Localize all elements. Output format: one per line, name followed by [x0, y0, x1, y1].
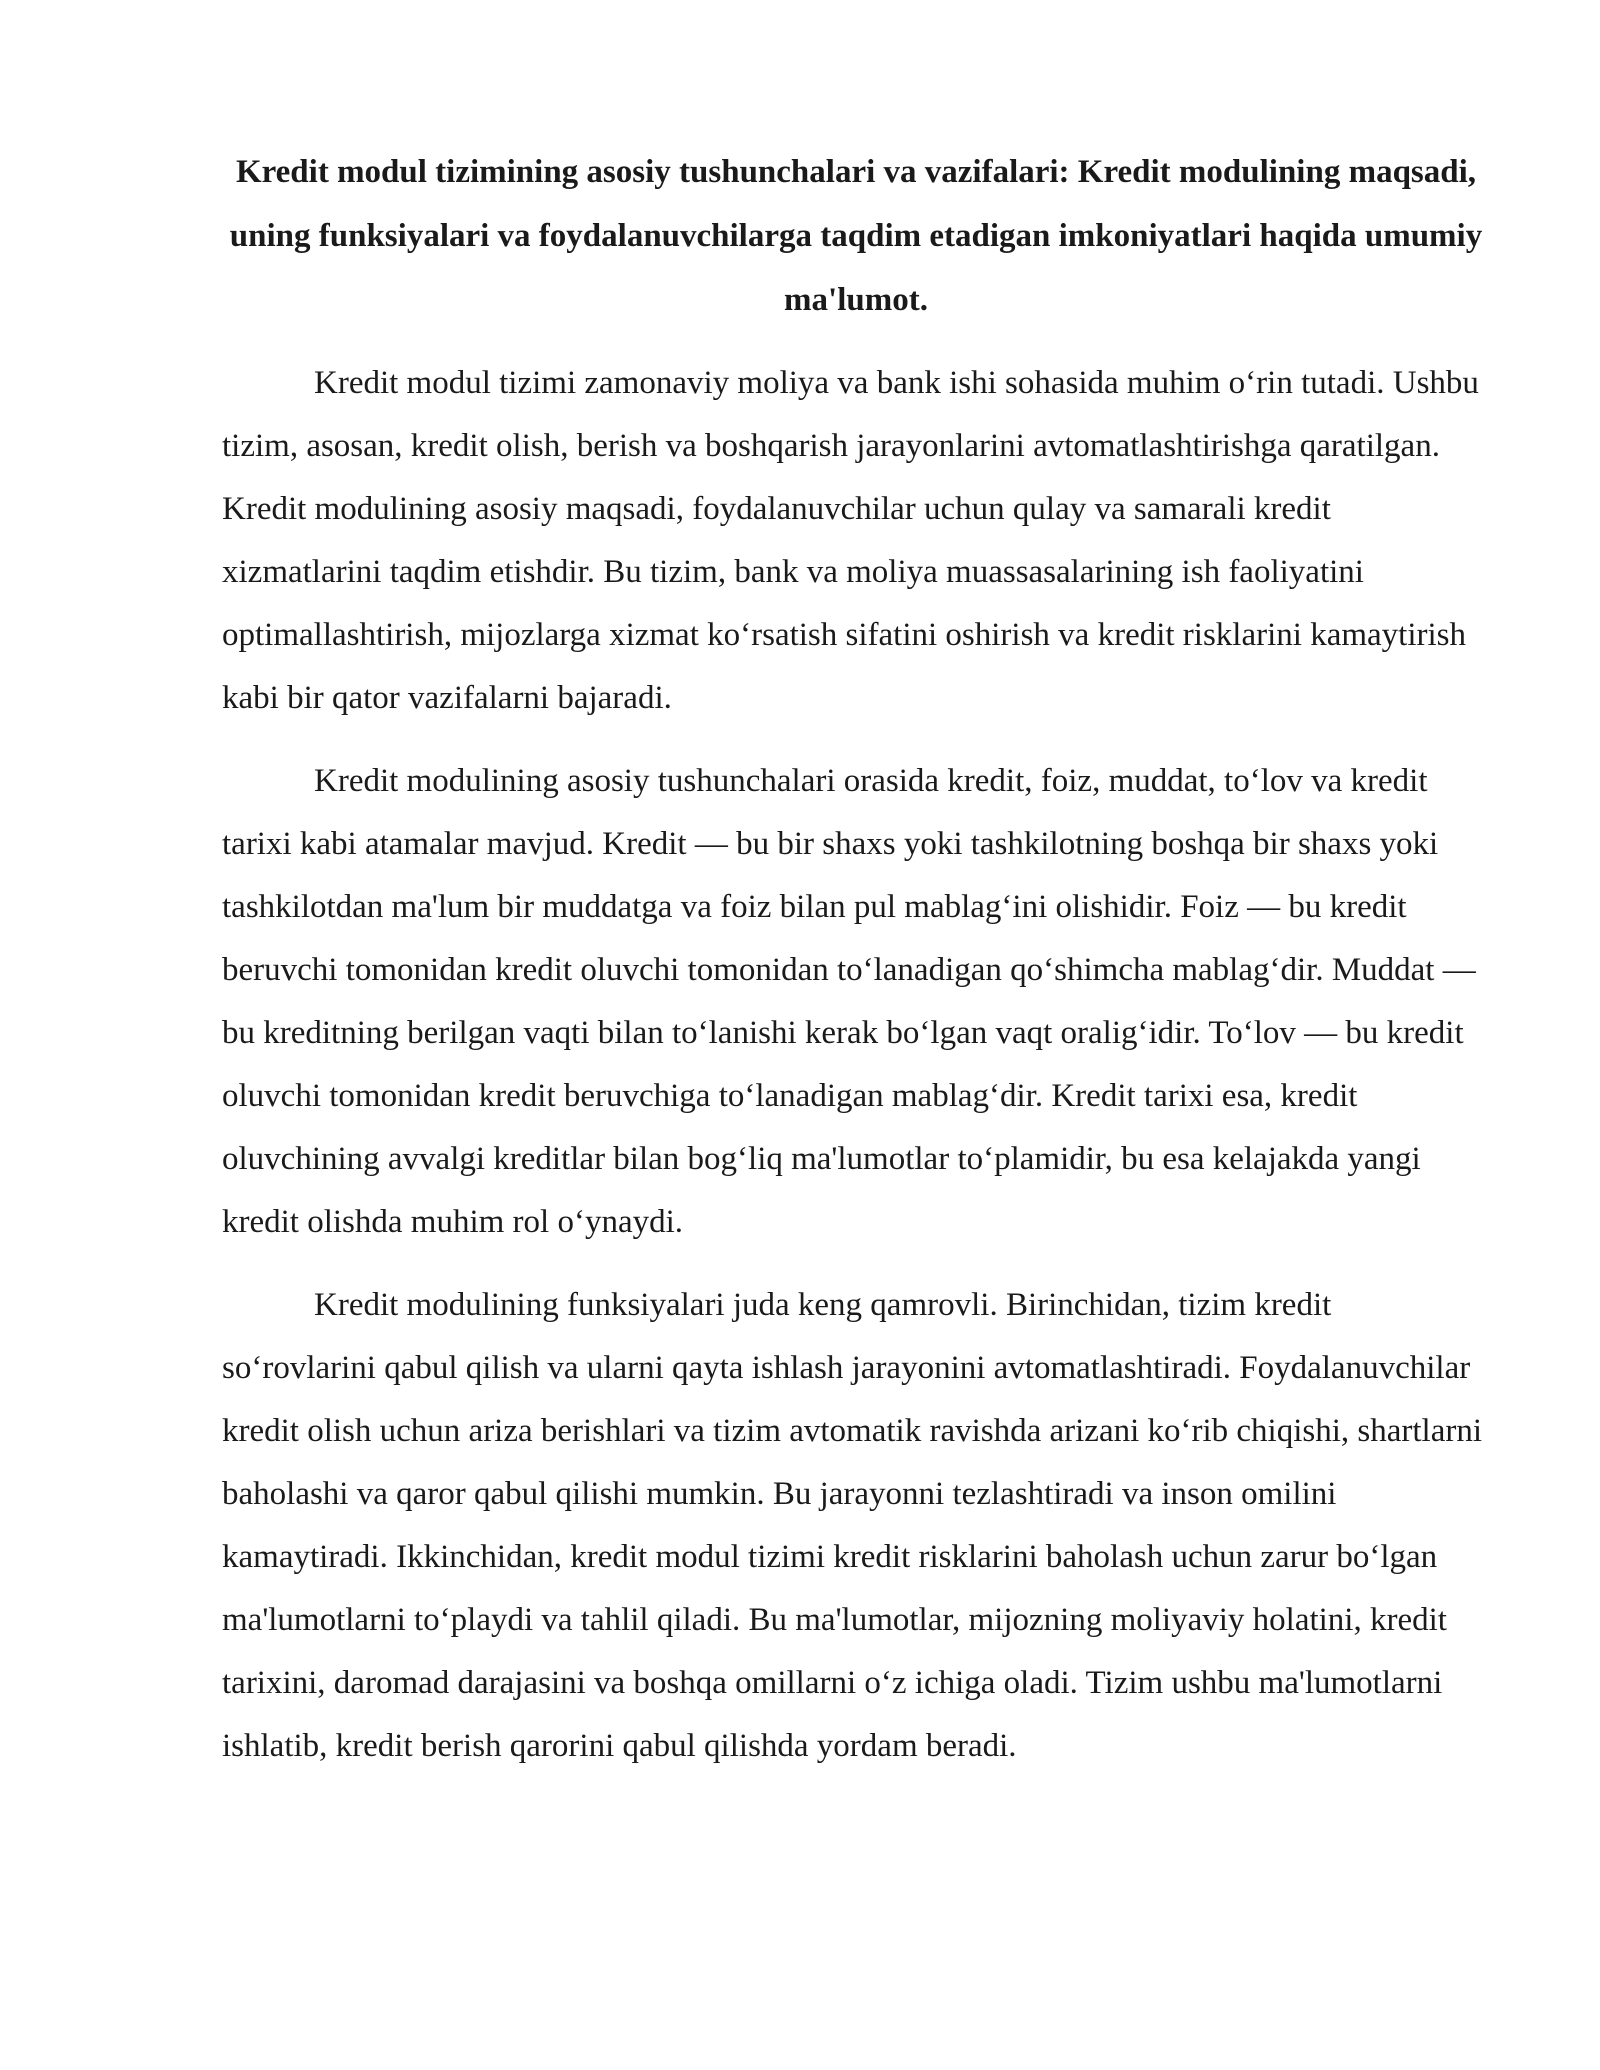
- paragraph-concepts: Kredit modulining asosiy tushunchalari orasida kredit, foiz, muddat, toʻlov va kredit tarixi kabi atamalar mavjud. Kredit — bu bir shaxs yoki tashkilotning boshqa bir shaxs yoki tashkilotdan ma'lum bir muddatga va foiz bilan pul mablagʻini olishidir. Foiz — bu kredit beruvchi tomonidan kredit oluvchi tomonidan toʻlanadigan qoʻshimcha mablagʻdir. Muddat — bu kreditning berilgan vaqti bilan toʻlanishi kerak boʻlgan vaqt oraligʻidir. Toʻlov — bu kredit oluvchi tomonidan kredit beruvchiga toʻlanadigan mablagʻdir. Kredit tarixi esa, kredit oluvchining avvalgi kreditlar bilan bogʻliq ma'lumotlar toʻplamidir, bu esa kelajakda yangi kredit olishda muhim rol oʻynaydi.: [222, 763, 1476, 1240]
- document-page: [222, 140, 1490, 1778]
- paragraph-intro: Kredit modul tizimi zamonaviy moliya va bank ishi sohasida muhim oʻrin tutadi. Ushbu tizim, asosan, kredit olish, berish va boshqarish jarayonlarini avtomatlashtirishga qaratilgan. Kredit modulining asosiy maqsadi, foydalanuvchilar uchun qulay va samarali kredit xizmatlarini taqdim etishdir. Bu tizim, bank va moliya muassasalarining ish faoliyatini optimallashtirish, mijozlarga xizmat koʻrsatish sifatini oshirish va kredit risklarini kamaytirish kabi bir qator vazifalarni bajaradi.: [222, 365, 1479, 716]
- document-title: Kredit modul tizimining asosiy tushunchalari va vazifalari: Kredit modulining maqsadi, uning funksiyalari va foydalanuvchilarga taqdim etadigan imkoniyatlari haqida umumiy ma'lumot.: [229, 154, 1483, 318]
- paragraph-functions: Kredit modulining funksiyalari juda keng qamrovli. Birinchidan, tizim kredit soʻrovlarini qabul qilish va ularni qayta ishlash jarayonini avtomatlashtiradi. Foydalanuvchilar kredit olish uchun ariza berishlari va tizim avtomatik ravishda arizani koʻrib chiqishi, shartlarni baholashi va qaror qabul qilishi mumkin. Bu jarayonni tezlashtiradi va inson omilini kamaytiradi. Ikkinchidan, kredit modul tizimi kredit risklarini baholash uchun zarur boʻlgan ma'lumotlarni toʻplaydi va tahlil qiladi. Bu ma'lumotlar, mijozning moliyaviy holatini, kredit tarixini, daromad darajasini va boshqa omillarni oʻz ichiga oladi. Tizim ushbu ma'lumotlarni ishlatib, kredit berish qarorini qabul qilishda yordam beradi.: [222, 1287, 1483, 1764]
